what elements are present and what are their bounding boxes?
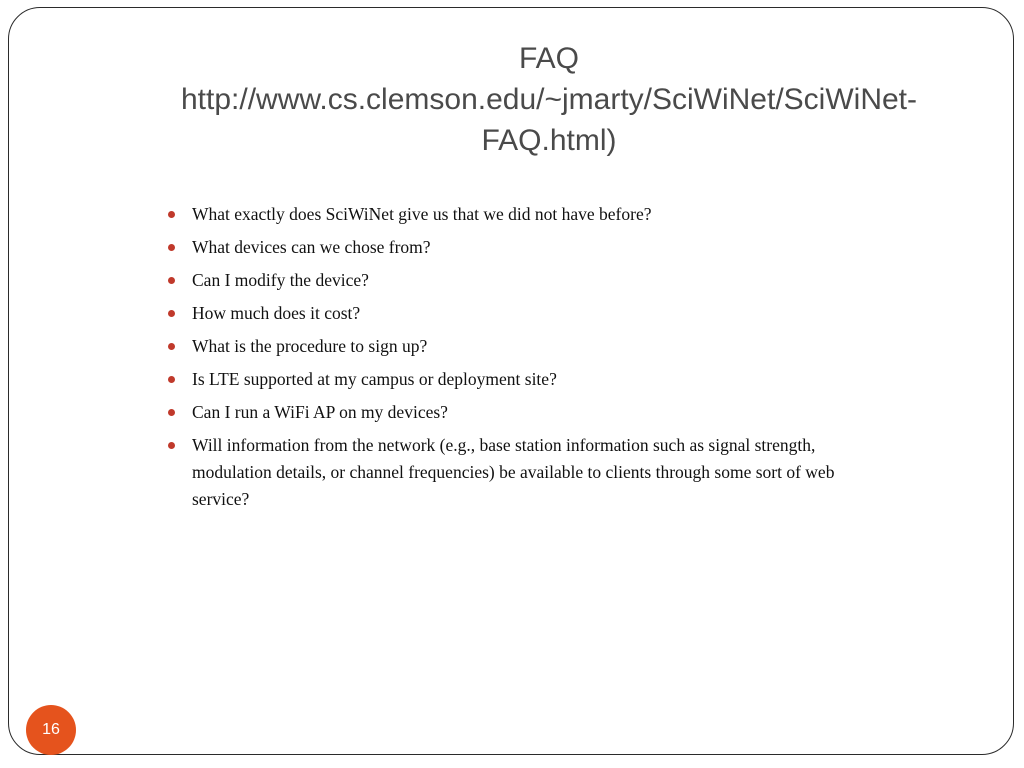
list-item-text: What is the procedure to sign up? xyxy=(192,336,428,356)
list-item-text: Can I run a WiFi AP on my devices? xyxy=(192,402,448,422)
list-item xyxy=(168,300,888,327)
list-item xyxy=(168,201,888,228)
bullet-dot-icon xyxy=(168,310,175,317)
list-item-text: What devices can we chose from? xyxy=(192,237,431,257)
list-item xyxy=(168,432,888,513)
list-item xyxy=(168,234,888,261)
list-item-text: Will information from the network (e.g., base station information such as signal strength, modulation details, or channel frequencies) be available to clients through some sort of web service? xyxy=(192,435,835,509)
bullet-dot-icon xyxy=(168,409,175,416)
slide-title xyxy=(109,38,989,161)
list-item xyxy=(168,333,888,360)
list-item-text: What exactly does SciWiNet give us that we did not have before? xyxy=(192,204,652,224)
page-number-badge: 16 xyxy=(26,705,76,755)
title-line-2: http://www.cs.clemson.edu/~jmarty/SciWiNet/SciWiNet- xyxy=(180,83,917,116)
list-item xyxy=(168,399,888,426)
list-item xyxy=(168,366,888,393)
faq-list xyxy=(168,201,888,519)
title-line-1: FAQ xyxy=(518,42,579,75)
bullet-dot-icon xyxy=(168,211,175,218)
list-item xyxy=(168,267,888,294)
bullet-dot-icon xyxy=(168,277,175,284)
slide-frame xyxy=(8,7,1014,755)
title-line-3: FAQ.html) xyxy=(481,124,617,157)
bullet-dot-icon xyxy=(168,376,175,383)
bullet-dot-icon xyxy=(168,343,175,350)
bullet-dot-icon xyxy=(168,244,175,251)
list-item-text: Can I modify the device? xyxy=(192,270,369,290)
list-item-text: Is LTE supported at my campus or deployment site? xyxy=(192,369,557,389)
bullet-dot-icon xyxy=(168,442,175,449)
list-item-text: How much does it cost? xyxy=(192,303,361,323)
